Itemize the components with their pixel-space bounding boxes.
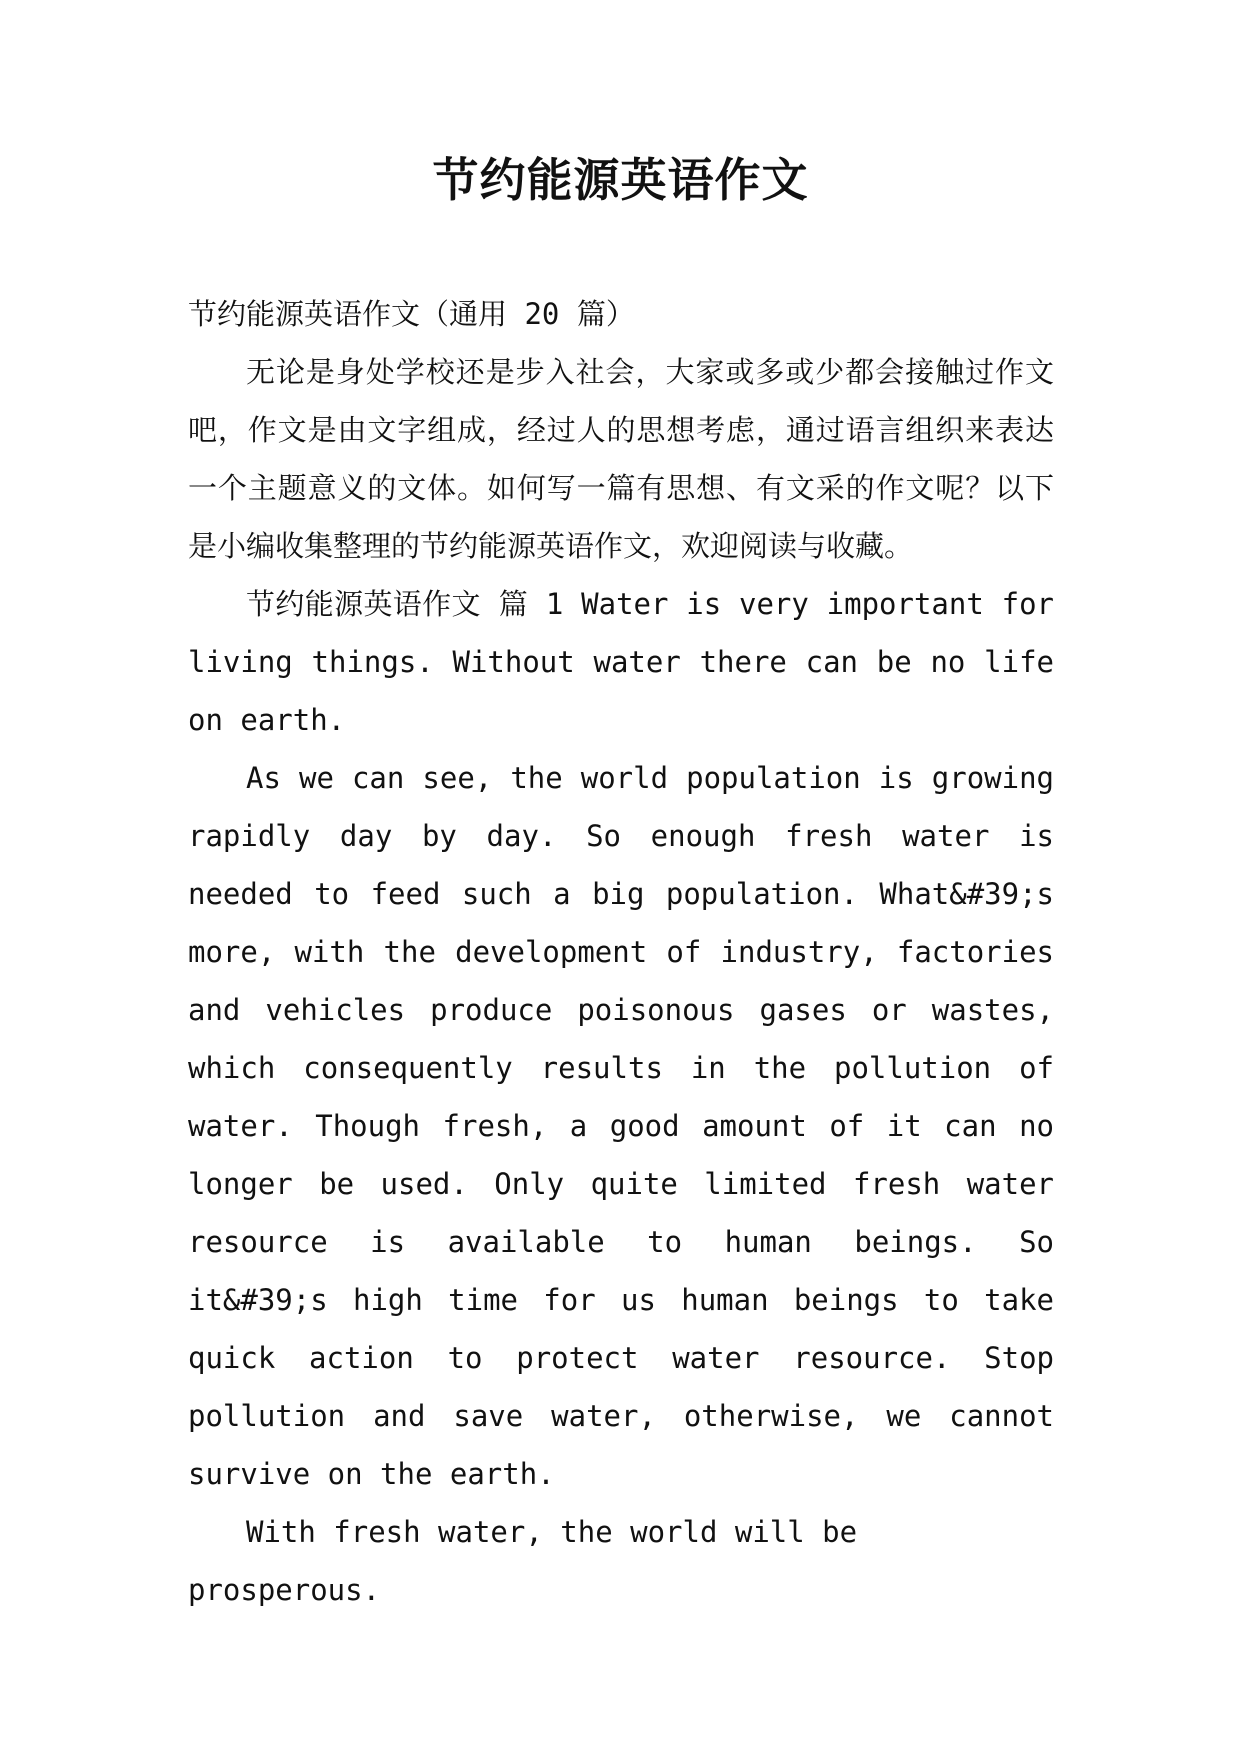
essay-1-opening-paragraph: 节约能源英语作文 篇 1 Water is very important for living things. Without water there can be no life on earth. (188, 587, 1054, 737)
document-subtitle: 节约能源英语作文（通用 20 篇） (188, 297, 635, 331)
document-body (188, 285, 1054, 1619)
intro-paragraph: 无论是身处学校还是步入社会，大家或多或少都会接触过作文吧，作文是由文字组成，经过人的思想考虑，通过语言组织来表达一个主题意义的文体。如何写一篇有思想、有文采的作文呢？以下是小编收集整理的节约能源英语作文，欢迎阅读与收藏。 (188, 355, 1054, 563)
document-title: 节约能源英语作文 (432, 153, 809, 207)
essay-1-closing-paragraph: With fresh water, the world will be prosperous. (188, 1515, 858, 1607)
essay-1-body-paragraph: As we can see, the world population is growing rapidly day by day. So enough fresh water is needed to feed such a big population. What&#39;s more, with the development of industry, factories and vehicles produce poisonous gases or wastes, which consequently results in the pollution of water. Though fresh, a good amount of it can no longer be used. Only quite limited fresh water resource is available to human beings. So it&#39;s high time for us human beings to take quick action to protect water resource. Stop pollution and save water, otherwise, we cannot survive on the earth. (188, 761, 1054, 1491)
